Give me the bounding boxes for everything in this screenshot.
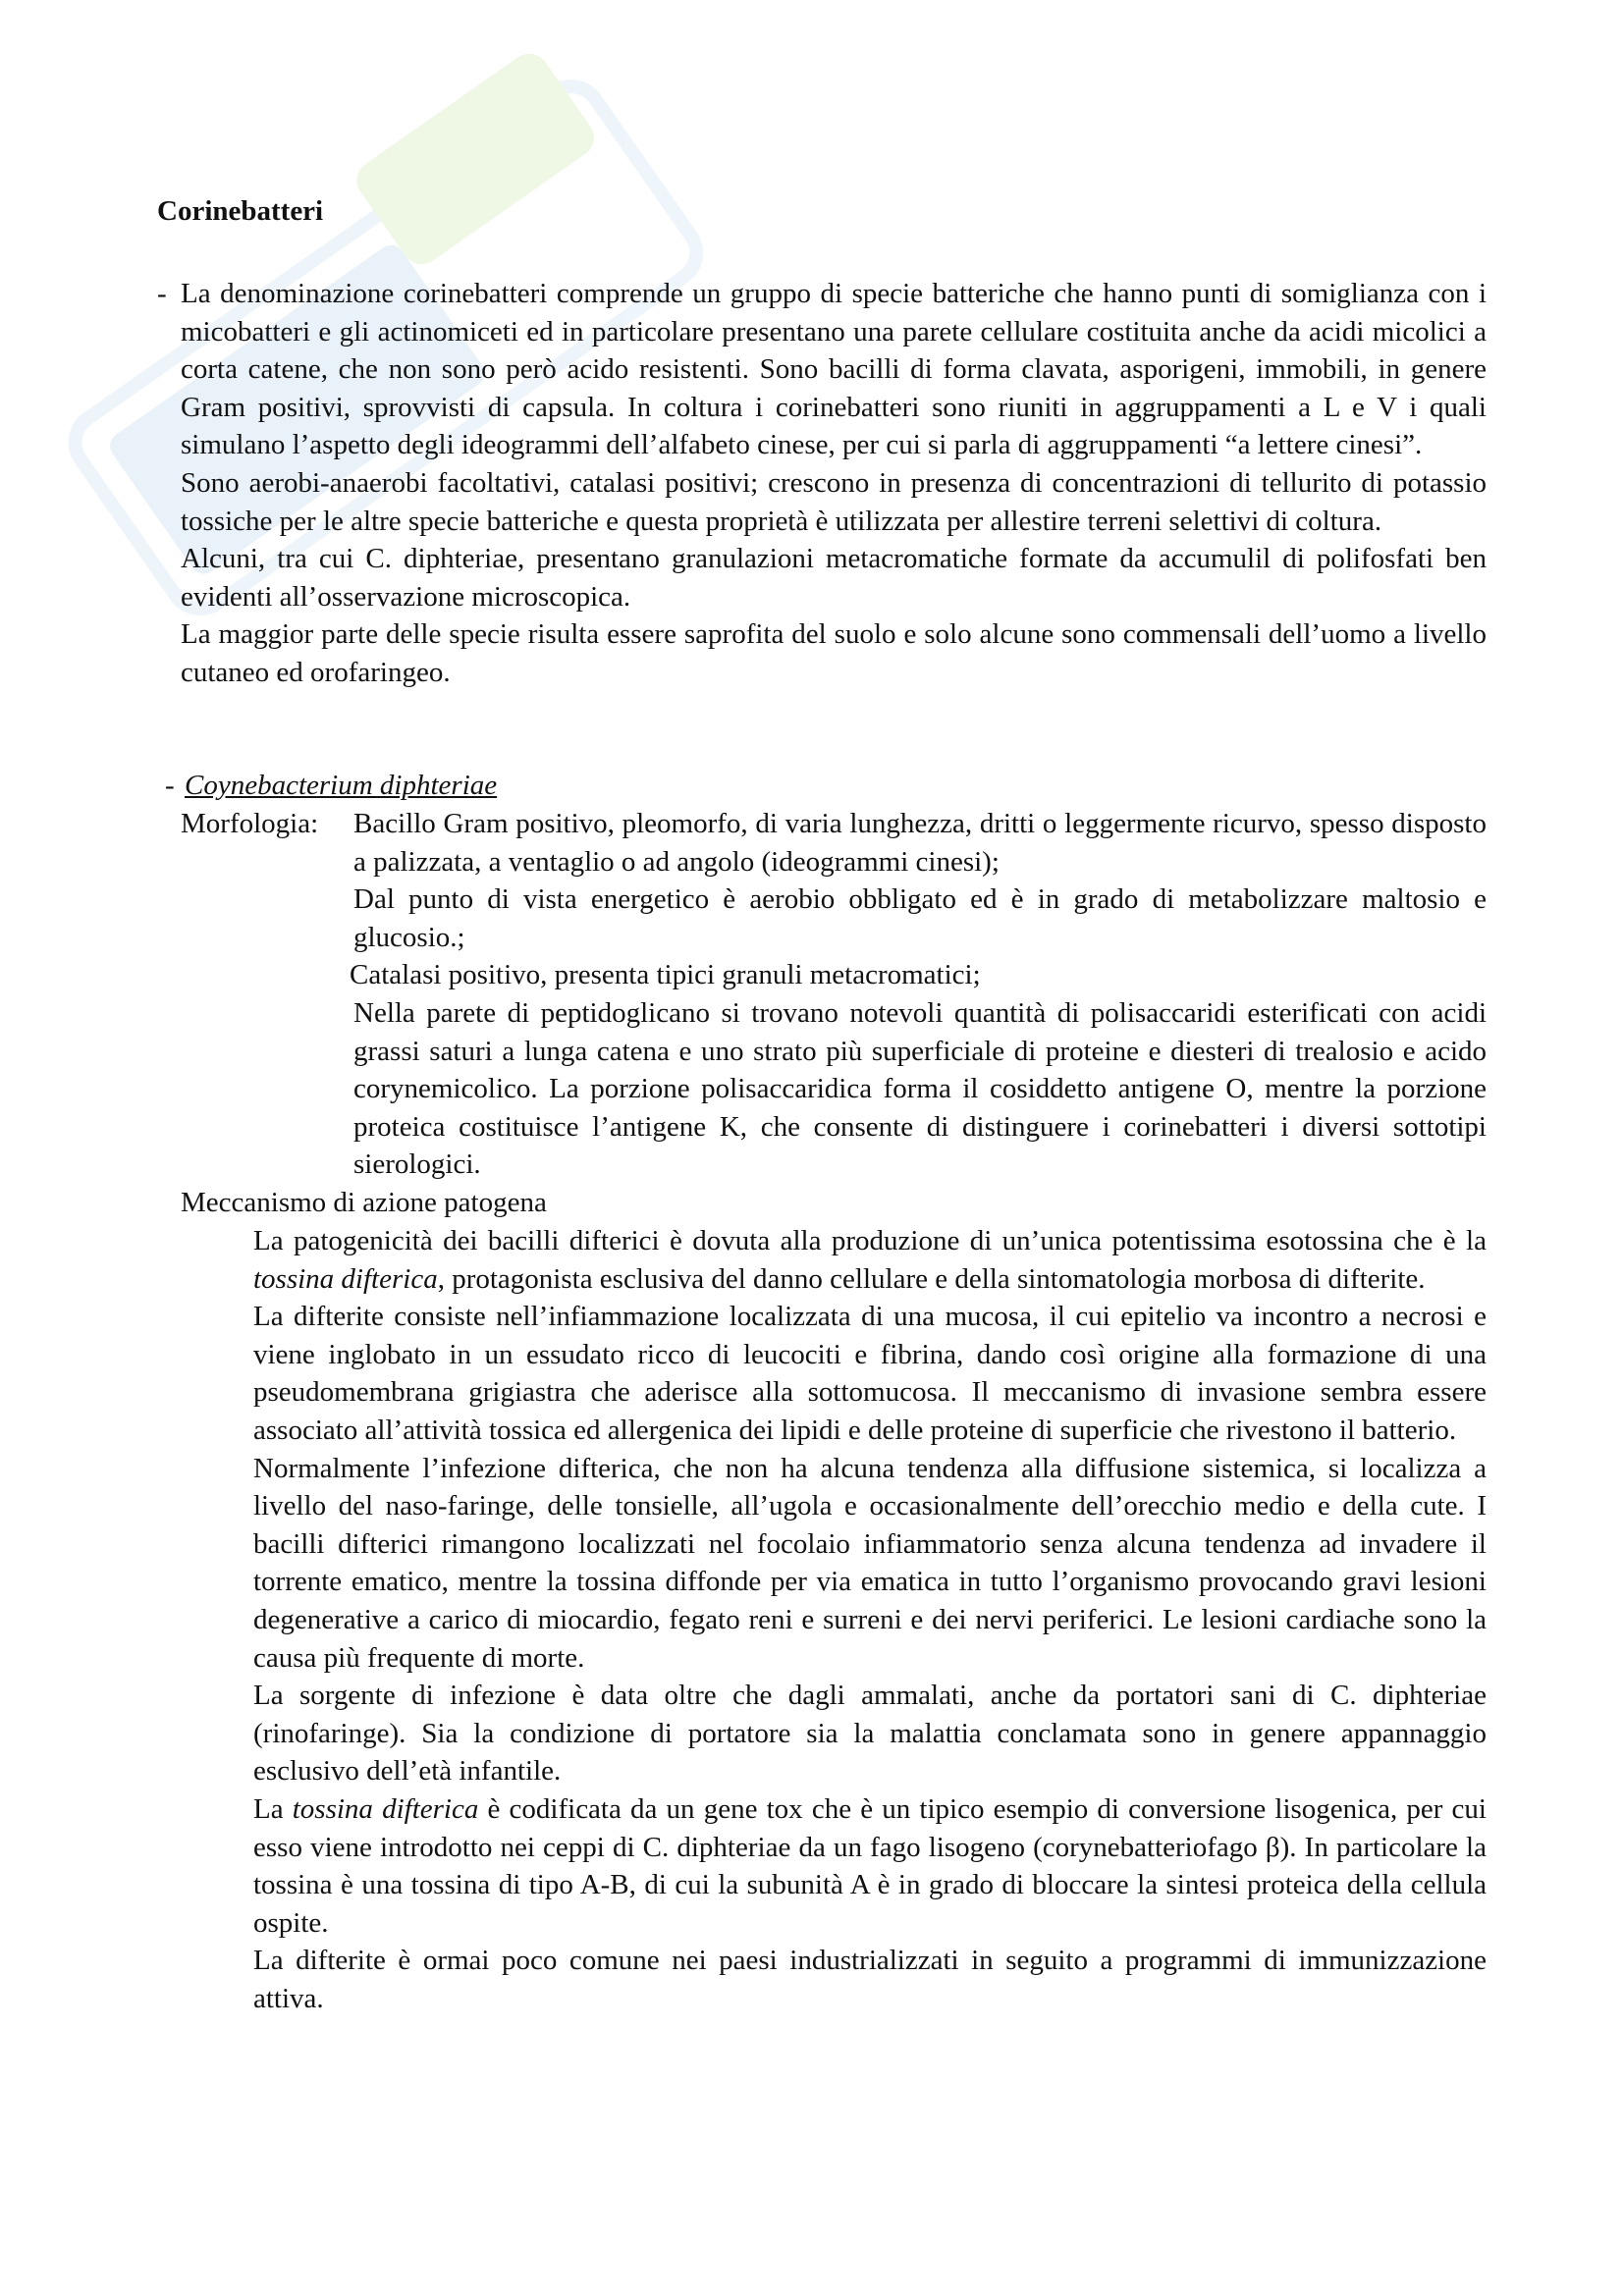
- intro-bullet: -: [157, 278, 167, 309]
- species-name: Coynebacterium diphteriae: [185, 770, 498, 801]
- morfologia-label: Morfologia:: [181, 808, 319, 839]
- meccanismo-p5-text-b: è codificata da un gene tox che è un tipico esempio di conversione lisogenica, per cui esso viene introdotto nei ceppi di C. diphteriae da un fago lisogeno (corynebatteriofago β). In particolare la tossina è una tossina di tipo A-B, di cui la subunità A è in grado di bloccare la sintesi proteica della cellula ospite.: [253, 1792, 1487, 1939]
- morfologia-item-1: Bacillo Gram positivo, pleomorfo, di varia lunghezza, dritti o leggermente ricurvo, spesso disposto a palizzata, a ventaglio o ad angolo (ideogrammi cinesi);: [353, 808, 1487, 878]
- species-bullet: -: [165, 770, 175, 801]
- meccanismo-paragraph-2: La difterite consiste nell’infiammazione localizzata di una mucosa, il cui epitelio va incontro a necrosi e viene inglobato in un essudato ricco di leucociti e fibrina, dando così origine alla formazione di una pseudomembrana grigiastra che aderisce alla sottomucosa. Il meccanismo di invasione sembra essere associato all’attività tossica ed allergenica dei lipidi e delle proteine di superficie che rivestono il batterio.: [253, 1301, 1487, 1446]
- intro-paragraph-2: Sono aerobi-anaerobi facoltativi, catalasi positivi; crescono in presenza di concentrazioni di tellurito di potassio tossiche per le altre specie batteriche e questa proprietà è utilizzata per allestire terreni selettivi di coltura.: [181, 466, 1487, 537]
- page-title: Corinebatteri: [157, 195, 324, 227]
- meccanismo-paragraph-1: [253, 1222, 1487, 1298]
- meccanismo-p5-text-a: La: [253, 1792, 293, 1825]
- meccanismo-paragraph-3: Normalmente l’infezione difterica, che non ha alcuna tendenza alla diffusione sistemica, si localizza a livello del naso-faringe, delle tonsielle, all’ugola e occasionalmente dell’orecchio medio e della cute. I bacilli difterici rimangono localizzati nel focolaio infiammatorio senza alcuna tendenza ad invadere il torrente ematico, mentre la tossina diffonde per via ematica in tutto l’organismo provocando gravi lesioni degenerative a carico di miocardio, fegato reni e surreni e dei nervi periferici. Le lesioni cardiache sono la causa più frequente di morte.: [253, 1452, 1487, 1674]
- intro-paragraph-1: La denominazione corinebatteri comprende un gruppo di specie batteriche che hanno punti di somiglianza con i micobatteri e gli actinomiceti ed in particolare presentano una parete cellulare costituita anche da acidi micolici a corta catene, che non sono però acido resistenti. Sono bacilli di forma clavata, asporigeni, immobili, in genere Gram positivi, sprovvisti di capsula. In coltura i corinebatteri sono riuniti in aggruppamenti a L e V i quali simulano l’aspetto degli ideogrammi dell’alfabeto cinese, per cui si parla di aggruppamenti “a lettere cinesi”.: [181, 278, 1487, 461]
- meccanismo-paragraph-6: La difterite è ormai poco comune nei paesi industrializzati in seguito a programmi di immunizzazione attiva.: [253, 1945, 1487, 2014]
- meccanismo-p1-emphasis: tossina difterica: [253, 1262, 438, 1295]
- meccanismo-p5-emphasis: tossina difterica: [292, 1792, 479, 1825]
- meccanismo-section: [253, 1222, 1487, 2017]
- intro-paragraph-4: La maggior parte delle specie risulta essere saprofita del suolo e solo alcune sono commensali dell’uomo a livello cutaneo ed orofaringeo.: [181, 618, 1487, 688]
- intro-section: [181, 275, 1487, 692]
- meccanismo-p1-text-a: La patogenicità dei bacilli difterici è dovuta alla produzione di un’unica potentissima esotossina che è la: [253, 1225, 1487, 1256]
- meccanismo-label: Meccanismo di azione patogena: [181, 1187, 547, 1218]
- morfologia-item-4: Nella parete di peptidoglicano si trovano notevoli quantità di polisaccaridi esterificati con acidi grassi saturi a lunga catena e uno strato più superficiale di proteine e diesteri di trealosio e acido corynemicolico. La porzione polisaccaridica forma il cosiddetto antigene O, mentre la porzione proteica costituisce l’antigene K, che consente di distinguere i corinebatteri i diversi sottotipi sierologici.: [353, 996, 1487, 1181]
- morfologia-item-2: Dal punto di vista energetico è aerobio obbligato ed è in grado di metabolizzare maltosio e glucosio.;: [353, 883, 1487, 953]
- morfologia-section: [350, 805, 1487, 1184]
- morfologia-item-3: Catalasi positivo, presenta tipici granuli metacromatici;: [350, 959, 981, 991]
- meccanismo-paragraph-4: La sorgente di infezione è data oltre che dagli ammalati, anche da portatori sani di C. diphteriae (rinofaringe). Sia la condizione di portatore sia la malattia conclamata sono in genere appannaggio esclusivo dell’età infantile.: [253, 1680, 1487, 1788]
- intro-paragraph-3: Alcuni, tra cui C. diphteriae, presentano granulazioni metacromatiche formate da accumulil di polifosfati ben evidenti all’osservazione microscopica.: [181, 543, 1487, 613]
- meccanismo-p1-text-b: , protagonista esclusiva del danno cellulare e della sintomatologia morbosa di difterite.: [437, 1262, 1426, 1295]
- meccanismo-paragraph-5: [253, 1790, 1487, 1942]
